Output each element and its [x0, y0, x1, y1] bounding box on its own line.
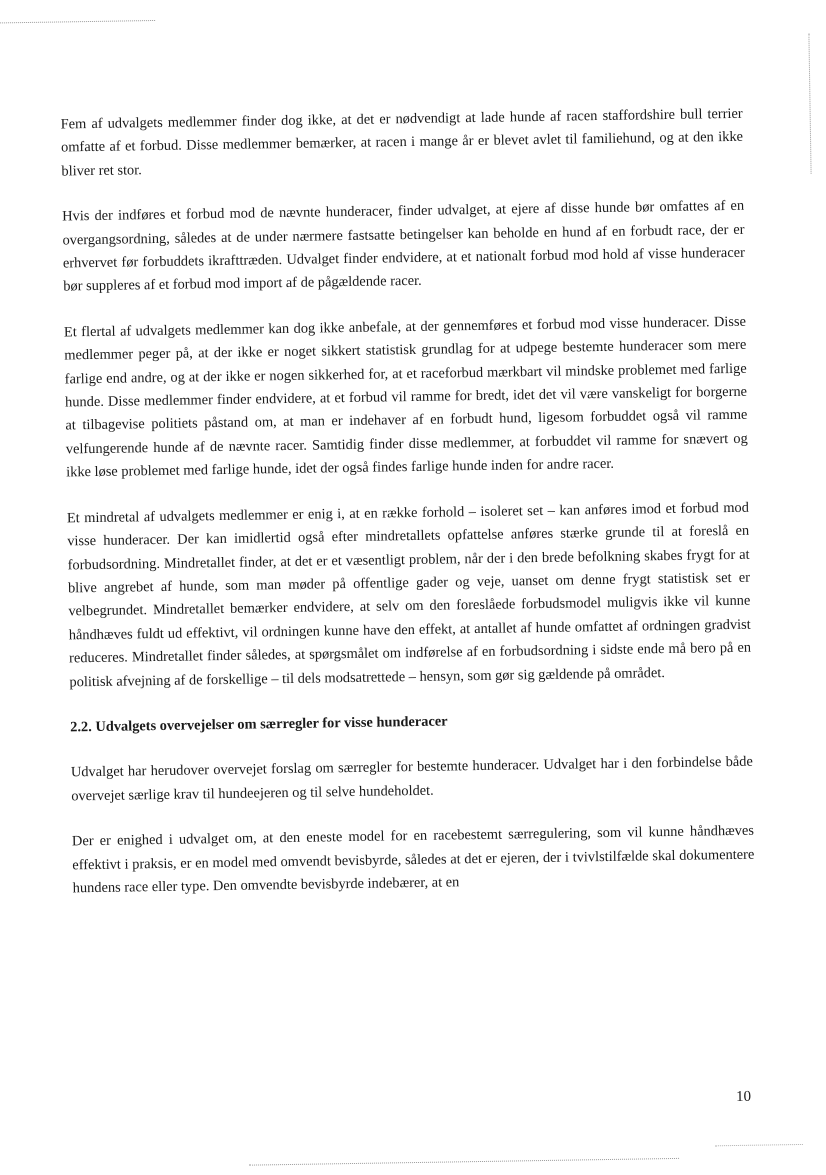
paragraph: Et mindretal af udvalgets medlemmer er enig i, at en række forhold – isoleret set – kan anføres imod et forbud mod visse hunderacer. Der kan imidlertid også efter mindretallets opfattelse anføres stærke grunde til at foreslå en forbudsordning. Mindretallet finder, at det er et væsentligt problem, når der i den brede befolkning skabes frygt for at blive angrebet af hunde, som man møder på offentlige gader og veje, uanset om denne frygt statistisk set er velbegrundet. Mindretallet bemærker endvidere, at selv om den foreslåede forbudsmodel muligvis ikke vil kunne håndhæves fuldt ud effektivt, vil ordningen kunne have den effekt, at antallet af hunde omfattet af ordningen gradvist reduceres. Mindretallet finder således, at spørgsmålet om indførelse af en forbudsordning i sidste ende må bero på en politisk afvejning af de forskellige – til dels modsatrettede – hensyn, som gør sig gældende på området. [66, 499, 752, 690]
section-heading: 2.2. Udvalgets overvejelser om særregler for visse hunderacer [70, 713, 448, 736]
scan-artifact-bottom [249, 1158, 679, 1166]
scan-artifact-bottom-right [715, 1144, 803, 1146]
paragraph: Et flertal af udvalgets medlemmer kan dog ikke anbefale, at der gennemføres et forbud mod visse hunderacer. Disse medlemmer peger på, at der ikke er noget sikkert statistisk grundlag for at udpege bestemte hunderacer som mere farlige end andre, og at der ikke er nogen sikkerhed for, at et raceforbud mærkbart vil mindske problemet med farlige hunde. Disse medlemmer finder endvidere, at et forbud vil ramme for bredt, idet det vil være vanskeligt for borgerne at tilbagevise politiets påstand om, at man er indehaver af en forbudt hund, ligesom forbuddet også vil ramme velfungerende hunde af de nævnte racer. Samtidig finder disse medlemmer, at forbuddet vil ramme for snævert og ikke løse problemet med farlige hunde, idet der også findes farlige hunde inden for andre racer. [63, 313, 748, 481]
paragraph: Fem af udvalgets medlemmer finder dog ikke, at det er nødvendigt at lade hunde af racen staffordshire bull terrier omfatte af et forbud. Disse medlemmer bemærker, at racen i mange år er blevet avlet til familiehund, og at den ikke bliver ret stor. [60, 105, 744, 180]
document-body [61, 103, 756, 923]
scan-artifact-top [0, 20, 155, 23]
scan-artifact-right [808, 34, 811, 174]
paragraph: Udvalget har herudover overvejet forslag om særregler for bestemte hunderacer. Udvalget har i den forbindelse både overvejet særlige krav til hundeejeren og til selve hundeholdet. [70, 754, 753, 805]
paragraph: Hvis der indføres et forbud mod de nævnte hunderacer, finder udvalget, at ejere af disse hunde bør omfattes af en overgangsordning, således at de under nærmere fastsatte betingelser kan beholde en hund af en forbudt race, der er erhvervet før forbuddets ikrafttræden. Udvalget finder endvidere, at et nationalt forbud mod hold af visse hunderacer bør suppleres af et forbud mod import af de pågældende racer. [62, 197, 745, 295]
paragraph: Der er enighed i udvalget om, at den eneste model for en racebestemt særregulering, som vil kunne håndhæves effektivt i praksis, er en model med omvendt bevisbyrde, således at det er ejeren, der i tvivlstilfælde skal dokumentere hundens race eller type. Den omvendte bevisbyrde indebærer, at en [71, 822, 755, 897]
page-number: 10 [735, 1088, 752, 1105]
